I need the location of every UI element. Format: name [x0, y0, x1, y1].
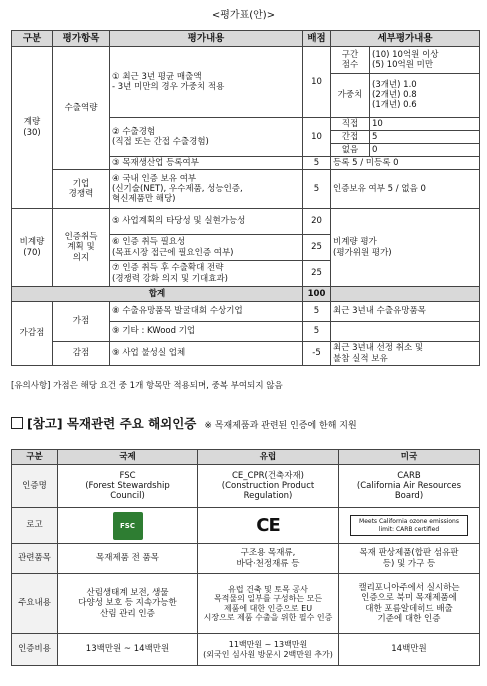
content-us: 캘리포니아주에서 실시하는 인증으로 북미 목재제품에 대한 포름알데히드 배출 기준에 대한 인증 — [339, 574, 480, 634]
item-4: ④ 국내 인증 보유 여부 (신기술(NET), 우수제품, 성능인증, 혁신제품만 해당) — [110, 170, 303, 209]
row-label: 주요내용 — [12, 574, 58, 634]
group-minus: 감점 — [53, 342, 110, 366]
table-row — [12, 47, 480, 118]
content-eu: 유럽 건축 및 토목 공사 목적물의 일부를 구성하는 모든 제품에 대한 인증으로 EU 시장으로 제품 수출을 위한 필수 인증 — [198, 574, 339, 634]
score-10: -5 — [303, 342, 331, 366]
score-7: 25 — [303, 261, 331, 287]
item-9: ⑨ 기타 : KWood 기업 — [110, 322, 303, 342]
evaluation-table — [11, 30, 480, 366]
group-export: 수출역량 — [53, 47, 110, 170]
detail-key: 없음 — [331, 144, 370, 157]
cost-intl: 13백만원 ~ 14백만원 — [58, 634, 198, 666]
score-4: 5 — [303, 170, 331, 209]
table-row — [12, 209, 480, 235]
item-6: ⑥ 인증 취득 필요성 (목표시장 접근에 필요인증 여부) — [110, 235, 303, 261]
cert-name-eu: CE_CPR(건축자재) (Construction Product Regulation) — [198, 465, 339, 508]
table-row — [12, 508, 480, 544]
category-quantitative: 계량 (30) — [12, 47, 53, 209]
col-header: 평가내용 — [110, 31, 303, 47]
group-certification-plan: 인증취득 계획 및 의지 — [53, 209, 110, 287]
col-header: 구분 — [12, 31, 53, 47]
fsc-logo-icon: FSC — [113, 512, 143, 540]
score-3: 5 — [303, 157, 331, 170]
col-header: 배점 — [303, 31, 331, 47]
carb-label-icon: Meets California ozone emissions limit: CARB certified — [350, 515, 468, 535]
detail-10: 최근 3년내 선정 취소 및 불참 실적 보유 — [331, 342, 480, 366]
detail-key: 간접 — [331, 131, 370, 144]
total-label: 합계 — [12, 287, 303, 302]
certification-table — [11, 449, 480, 666]
table-row — [12, 634, 480, 666]
ce-logo-cell — [198, 508, 339, 544]
detail-qualitative: 비계량 평가 (평가위원 평가) — [331, 209, 480, 287]
category-qualitative: 비계량 (70) — [12, 209, 53, 287]
total-row — [12, 287, 480, 302]
item-1: ① 최근 3년 평균 매출액 - 3년 미만의 경우 가중치 적용 — [110, 47, 303, 118]
item-3: ③ 목재생산업 등록여부 — [110, 157, 303, 170]
cert-name-us: CARB (California Air Resources Board) — [339, 465, 480, 508]
detail-2 — [331, 118, 480, 157]
table-row — [12, 342, 480, 366]
detail-1 — [331, 47, 480, 118]
detail-8: 최근 3년내 수출유망품목 — [331, 302, 480, 322]
score-6: 25 — [303, 235, 331, 261]
col-header: 평가항목 — [53, 31, 110, 47]
cost-us: 14백만원 — [339, 634, 480, 666]
item-5: ⑤ 사업계획의 타당성 및 실현가능성 — [110, 209, 303, 235]
table-row — [12, 302, 480, 322]
detail-3: 등록 5 / 미등록 0 — [331, 157, 480, 170]
item-2: ② 수출경험 (직접 또는 간접 수출경험) — [110, 118, 303, 157]
cost-eu: 11백만원 ~ 13백만원 (외국인 심사원 방문시 2백만원 추가) — [198, 634, 339, 666]
table-header-row — [12, 450, 480, 465]
reference-subtitle: ※ 목재제품과 관련된 인증에 한해 지원 — [204, 421, 357, 431]
detail-value: 10 — [370, 118, 480, 131]
detail-4: 인증보유 여부 5 / 없음 0 — [331, 170, 480, 209]
detail-key: 가중치 — [331, 73, 370, 117]
detail-key: 직접 — [331, 118, 370, 131]
row-label: 관련품목 — [12, 544, 58, 574]
score-5: 20 — [303, 209, 331, 235]
items-eu: 구조용 목재류, 바닥·천정재류 등 — [198, 544, 339, 574]
detail-value: (10) 10억원 이상 (5) 10억원 미만 — [370, 47, 480, 73]
table-row — [12, 544, 480, 574]
table-row — [12, 170, 480, 209]
col-header: 구분 — [12, 450, 58, 465]
total-score: 100 — [303, 287, 331, 302]
detail-value: (3개년) 1.0 (2개년) 0.8 (1개년) 0.6 — [372, 80, 417, 111]
items-intl: 목재제품 전 품목 — [58, 544, 198, 574]
score-9: 5 — [303, 322, 331, 342]
col-header: 유럽 — [198, 450, 339, 465]
page-title: <평가표(안)> — [211, 10, 276, 21]
item-10: ⑨ 사업 불성실 업체 — [110, 342, 303, 366]
note-text: [유의사항] 가점은 해당 요건 중 1개 항목만 적용되며, 중복 부여되지 않음 — [11, 381, 283, 391]
detail-value: 0 — [372, 144, 378, 155]
reference-title: [참고] 목재관련 주요 해외인증 — [27, 416, 197, 431]
row-label: 인증비용 — [12, 634, 58, 666]
item-7: ⑦ 인증 취득 후 수출확대 전략 (경쟁력 강화 의지 및 기대효과) — [110, 261, 303, 287]
col-header: 세부평가내용 — [331, 31, 480, 47]
item-8: ⑧ 수출유망품목 발굴대회 수상기업 — [110, 302, 303, 322]
total-empty — [331, 287, 480, 302]
category-bonus: 가감점 — [12, 302, 53, 366]
checkbox-square-icon — [11, 417, 23, 429]
group-plus: 가점 — [53, 302, 110, 342]
row-label: 인증명 — [12, 465, 58, 508]
ce-mark-icon: CE — [256, 514, 280, 536]
score-1: 10 — [303, 47, 331, 118]
reference-heading — [11, 414, 357, 432]
fsc-logo-cell — [58, 508, 198, 544]
table-row — [12, 574, 480, 634]
table-header-row — [12, 31, 480, 47]
detail-key: 구간 점수 — [331, 47, 370, 73]
col-header: 미국 — [339, 450, 480, 465]
table-row — [12, 465, 480, 508]
items-us: 목재 판상제품(합판 섬유판 등) 및 가구 등 — [339, 544, 480, 574]
col-header: 국제 — [58, 450, 198, 465]
detail-9 — [331, 322, 480, 342]
detail-value: 5 — [370, 131, 480, 144]
score-2: 10 — [303, 118, 331, 157]
cert-name-intl: FSC (Forest Stewardship Council) — [58, 465, 198, 508]
score-8: 5 — [303, 302, 331, 322]
row-label: 로고 — [12, 508, 58, 544]
carb-logo-cell — [339, 508, 480, 544]
content-intl: 산림생태계 보전, 생물 다양성 보호 등 지속가능한 산림 관리 인증 — [58, 574, 198, 634]
group-competitiveness: 기업 경쟁력 — [53, 170, 110, 209]
